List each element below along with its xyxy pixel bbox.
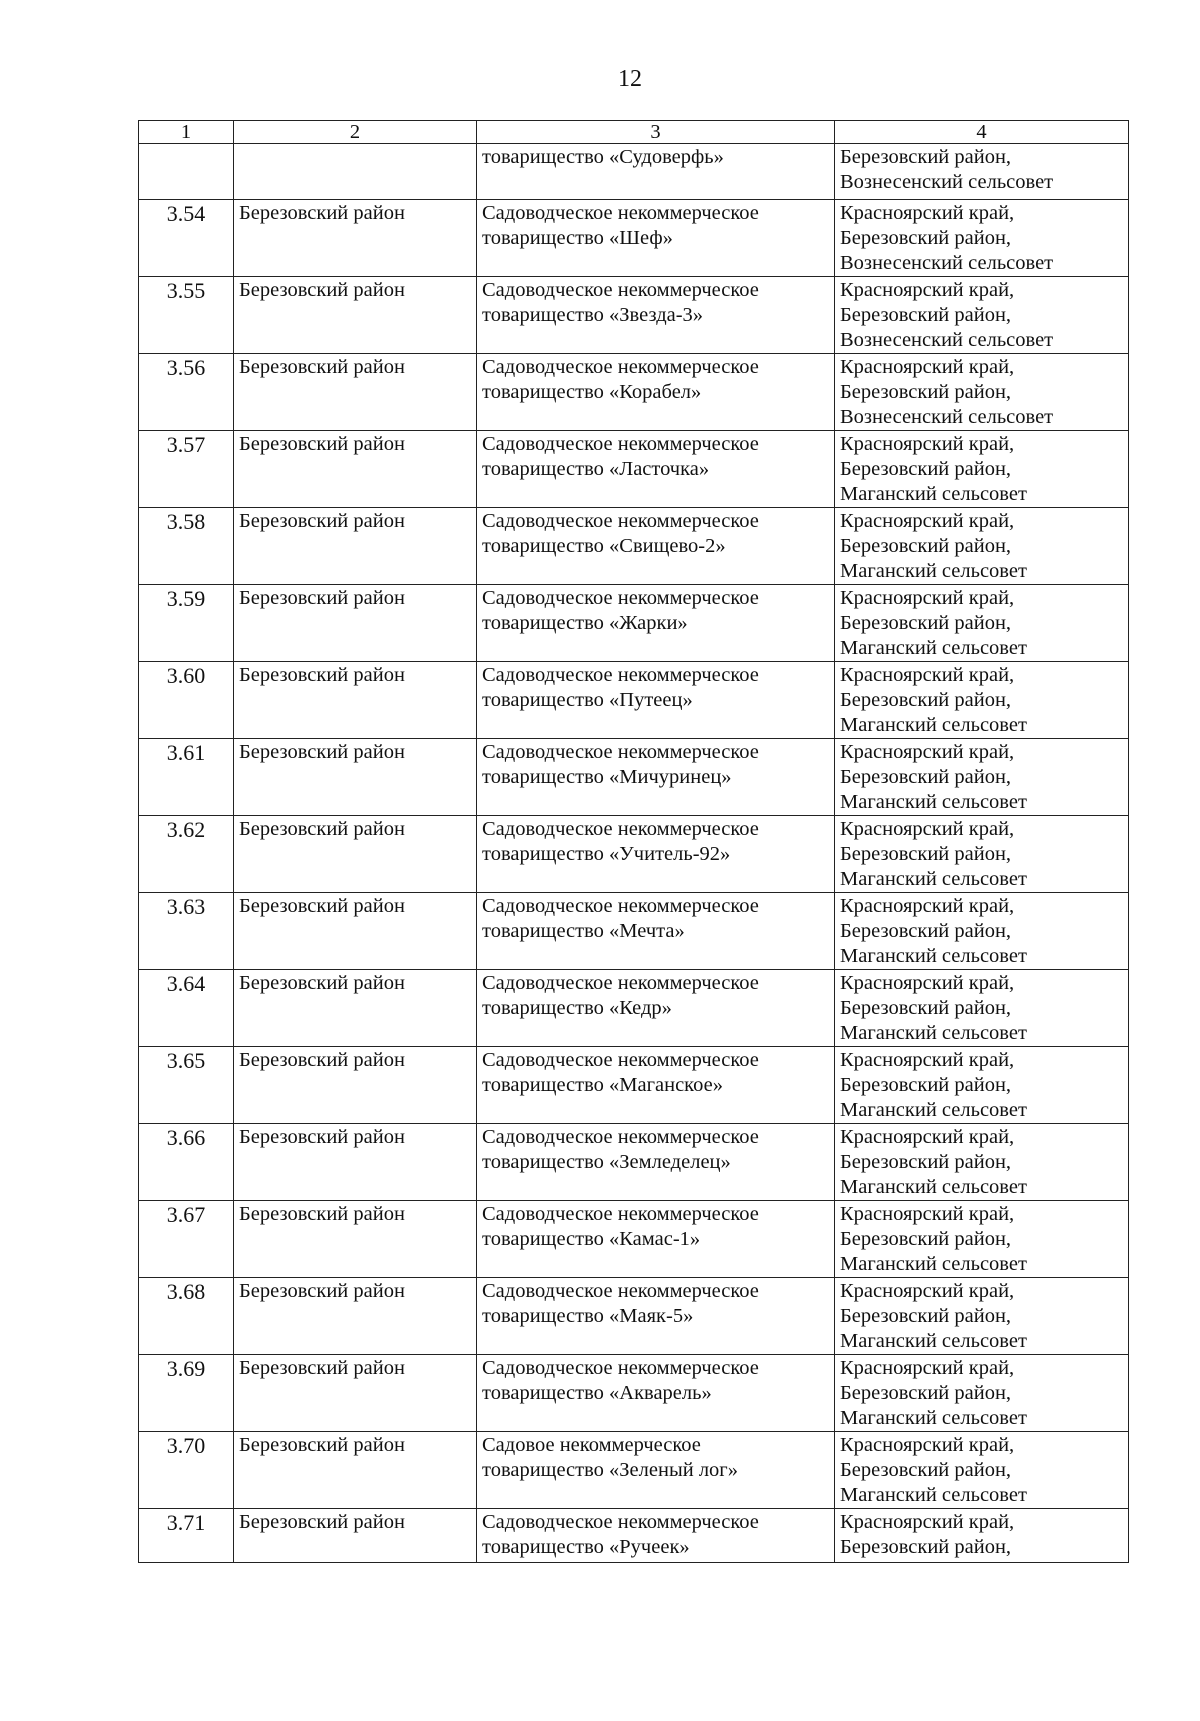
number-cell [139, 144, 234, 200]
location-line: Красноярский край, [840, 1280, 1015, 1302]
location-line: Березовский район, [840, 612, 1012, 634]
location-cell [835, 144, 1129, 200]
location-cell [835, 354, 1129, 431]
name-line: Садоводческое некоммерческое [482, 356, 759, 378]
name-line: товарищество «Свищево-2» [482, 535, 726, 557]
name-line: товарищество «Жарки» [482, 612, 688, 634]
district-cell: Березовский район [234, 200, 477, 277]
name-cell [477, 585, 835, 662]
location-line: Маганский сельсовет [840, 791, 1027, 813]
location-line: Красноярский край, [840, 972, 1015, 994]
column-number-row [139, 121, 1129, 144]
location-line: Березовский район, [840, 381, 1012, 403]
location-line: Красноярский край, [840, 1511, 1015, 1533]
number-cell: 3.69 [139, 1355, 234, 1432]
table-row [139, 585, 1129, 662]
district-cell: Березовский район [234, 431, 477, 508]
location-line: Маганский сельсовет [840, 483, 1027, 505]
location-line: Березовский район, [840, 1074, 1012, 1096]
location-line: Красноярский край, [840, 1357, 1015, 1379]
district-cell: Березовский район [234, 739, 477, 816]
name-cell [477, 739, 835, 816]
name-line: товарищество «Маганское» [482, 1074, 723, 1096]
location-line: Березовский район, [840, 843, 1012, 865]
number-cell: 3.63 [139, 893, 234, 970]
number-cell: 3.54 [139, 200, 234, 277]
table-row [139, 277, 1129, 354]
name-cell [477, 1201, 835, 1278]
table-body [139, 121, 1129, 1563]
location-cell [835, 277, 1129, 354]
table-row [139, 354, 1129, 431]
location-cell [835, 1124, 1129, 1201]
location-line: Березовский район, [840, 920, 1012, 942]
table-row [139, 200, 1129, 277]
name-cell [477, 970, 835, 1047]
number-cell: 3.57 [139, 431, 234, 508]
number-cell: 3.62 [139, 816, 234, 893]
location-cell [835, 1509, 1129, 1563]
column-number-3: 3 [477, 121, 835, 144]
number-cell: 3.71 [139, 1509, 234, 1563]
location-line: Березовский район, [840, 1305, 1012, 1327]
name-line: Садовое некоммерческое [482, 1434, 701, 1456]
location-line: Березовский район, [840, 997, 1012, 1019]
location-cell [835, 893, 1129, 970]
continuation-row [139, 144, 1129, 200]
location-line: Вознесенский сельсовет [840, 406, 1054, 428]
name-cell [477, 1355, 835, 1432]
location-line: Березовский район, [840, 689, 1012, 711]
location-cell [835, 662, 1129, 739]
number-cell: 3.66 [139, 1124, 234, 1201]
name-line: товарищество «Корабел» [482, 381, 702, 403]
name-line: товарищество «Маяк-5» [482, 1305, 694, 1327]
name-line: товарищество «Ласточка» [482, 458, 710, 480]
district-cell [234, 144, 477, 200]
name-line: товарищество «Зеленый лог» [482, 1459, 738, 1481]
location-line: Березовский район, [840, 227, 1012, 249]
page-number: 12 [618, 66, 642, 92]
location-line: Маганский сельсовет [840, 1407, 1027, 1429]
name-line: Садоводческое некоммерческое [482, 741, 759, 763]
name-line: товарищество «Судоверфь» [482, 146, 724, 168]
district-cell: Березовский район [234, 662, 477, 739]
name-cell [477, 144, 835, 200]
location-line: Красноярский край, [840, 818, 1015, 840]
column-number-4: 4 [835, 121, 1129, 144]
column-number-1: 1 [139, 121, 234, 144]
location-line: Красноярский край, [840, 1126, 1015, 1148]
number-cell: 3.70 [139, 1432, 234, 1509]
district-cell: Березовский район [234, 893, 477, 970]
name-line: Садоводческое некоммерческое [482, 895, 759, 917]
number-cell: 3.64 [139, 970, 234, 1047]
name-cell [477, 1124, 835, 1201]
location-line: Красноярский край, [840, 1434, 1015, 1456]
location-line: Красноярский край, [840, 895, 1015, 917]
location-line: Березовский район, [840, 1228, 1012, 1250]
name-line: товарищество «Ручеек» [482, 1536, 690, 1558]
name-line: Садоводческое некоммерческое [482, 818, 759, 840]
district-cell: Березовский район [234, 1355, 477, 1432]
district-cell: Березовский район [234, 585, 477, 662]
name-cell [477, 277, 835, 354]
location-line: Маганский сельсовет [840, 1176, 1027, 1198]
location-line: Красноярский край, [840, 510, 1015, 532]
table-row [139, 1509, 1129, 1563]
location-cell [835, 970, 1129, 1047]
location-line: Маганский сельсовет [840, 1330, 1027, 1352]
name-cell [477, 1509, 835, 1563]
name-line: товарищество «Звезда-3» [482, 304, 704, 326]
name-cell [477, 1432, 835, 1509]
table-row [139, 1432, 1129, 1509]
location-cell [835, 1432, 1129, 1509]
number-cell: 3.55 [139, 277, 234, 354]
name-line: товарищество «Учитель-92» [482, 843, 731, 865]
location-line: Березовский район, [840, 458, 1012, 480]
number-cell: 3.59 [139, 585, 234, 662]
location-cell [835, 431, 1129, 508]
district-cell: Березовский район [234, 970, 477, 1047]
name-line: Садоводческое некоммерческое [482, 664, 759, 686]
district-cell: Березовский район [234, 816, 477, 893]
district-cell: Березовский район [234, 1278, 477, 1355]
district-cell: Березовский район [234, 1124, 477, 1201]
table-row [139, 739, 1129, 816]
name-line: Садоводческое некоммерческое [482, 587, 759, 609]
number-cell: 3.60 [139, 662, 234, 739]
table-row [139, 508, 1129, 585]
name-line: товарищество «Камас-1» [482, 1228, 701, 1250]
location-line: Красноярский край, [840, 202, 1015, 224]
name-line: товарищество «Шеф» [482, 227, 673, 249]
name-line: Садоводческое некоммерческое [482, 279, 759, 301]
location-line: Маганский сельсовет [840, 868, 1027, 890]
location-line: Березовский район, [840, 304, 1012, 326]
location-line: Маганский сельсовет [840, 1022, 1027, 1044]
name-cell [477, 200, 835, 277]
location-cell [835, 585, 1129, 662]
name-cell [477, 1278, 835, 1355]
location-line: Маганский сельсовет [840, 945, 1027, 967]
location-line: Березовский район, [840, 766, 1012, 788]
name-cell [477, 662, 835, 739]
location-line: Березовский район, [840, 146, 1012, 168]
number-cell: 3.61 [139, 739, 234, 816]
district-cell: Березовский район [234, 508, 477, 585]
number-cell: 3.67 [139, 1201, 234, 1278]
location-line: Красноярский край, [840, 279, 1015, 301]
district-cell: Березовский район [234, 1509, 477, 1563]
table-row [139, 1124, 1129, 1201]
location-cell [835, 1047, 1129, 1124]
name-line: товарищество «Кедр» [482, 997, 672, 1019]
name-line: Садоводческое некоммерческое [482, 510, 759, 532]
district-cell: Березовский район [234, 354, 477, 431]
district-cell: Березовский район [234, 1201, 477, 1278]
location-line: Березовский район, [840, 1459, 1012, 1481]
location-line: Маганский сельсовет [840, 560, 1027, 582]
location-line: Красноярский край, [840, 1203, 1015, 1225]
table-row [139, 431, 1129, 508]
location-cell [835, 816, 1129, 893]
location-line: Красноярский край, [840, 1049, 1015, 1071]
name-line: товарищество «Акварель» [482, 1382, 712, 1404]
location-line: Березовский район, [840, 535, 1012, 557]
table-row [139, 1047, 1129, 1124]
location-line: Красноярский край, [840, 741, 1015, 763]
table-row [139, 1355, 1129, 1432]
name-line: Садоводческое некоммерческое [482, 1126, 759, 1148]
number-cell: 3.56 [139, 354, 234, 431]
location-cell [835, 200, 1129, 277]
name-line: Садоводческое некоммерческое [482, 202, 759, 224]
location-line: Вознесенский сельсовет [840, 171, 1054, 193]
name-cell [477, 354, 835, 431]
name-line: товарищество «Мичуринец» [482, 766, 732, 788]
name-line: товарищество «Земледелец» [482, 1151, 731, 1173]
location-cell [835, 1278, 1129, 1355]
name-line: Садоводческое некоммерческое [482, 1049, 759, 1071]
district-cell: Березовский район [234, 1432, 477, 1509]
location-line: Маганский сельсовет [840, 1253, 1027, 1275]
name-line: Садоводческое некоммерческое [482, 433, 759, 455]
name-line: товарищество «Мечта» [482, 920, 685, 942]
name-line: Садоводческое некоммерческое [482, 1511, 759, 1533]
column-number-2: 2 [234, 121, 477, 144]
name-line: Садоводческое некоммерческое [482, 1357, 759, 1379]
location-cell [835, 1355, 1129, 1432]
location-line: Березовский район, [840, 1536, 1012, 1558]
number-cell: 3.58 [139, 508, 234, 585]
name-cell [477, 431, 835, 508]
location-line: Маганский сельсовет [840, 714, 1027, 736]
location-cell [835, 739, 1129, 816]
table-row [139, 1201, 1129, 1278]
number-cell: 3.68 [139, 1278, 234, 1355]
number-cell: 3.65 [139, 1047, 234, 1124]
table-row [139, 970, 1129, 1047]
name-cell [477, 1047, 835, 1124]
location-line: Красноярский край, [840, 433, 1015, 455]
table-row [139, 816, 1129, 893]
name-cell [477, 816, 835, 893]
location-line: Маганский сельсовет [840, 1099, 1027, 1121]
name-line: товарищество «Путеец» [482, 689, 693, 711]
location-line: Красноярский край, [840, 587, 1015, 609]
table-row [139, 893, 1129, 970]
location-line: Вознесенский сельсовет [840, 252, 1054, 274]
location-line: Маганский сельсовет [840, 1484, 1027, 1506]
registry-table [138, 120, 1129, 1563]
table-row [139, 1278, 1129, 1355]
location-line: Березовский район, [840, 1151, 1012, 1173]
table-row [139, 662, 1129, 739]
name-line: Садоводческое некоммерческое [482, 1203, 759, 1225]
location-line: Маганский сельсовет [840, 637, 1027, 659]
location-line: Вознесенский сельсовет [840, 329, 1054, 351]
name-line: Садоводческое некоммерческое [482, 1280, 759, 1302]
location-cell [835, 508, 1129, 585]
location-line: Красноярский край, [840, 664, 1015, 686]
location-line: Березовский район, [840, 1382, 1012, 1404]
district-cell: Березовский район [234, 277, 477, 354]
location-line: Красноярский край, [840, 356, 1015, 378]
district-cell: Березовский район [234, 1047, 477, 1124]
name-cell [477, 893, 835, 970]
location-cell [835, 1201, 1129, 1278]
name-line: Садоводческое некоммерческое [482, 972, 759, 994]
name-cell [477, 508, 835, 585]
